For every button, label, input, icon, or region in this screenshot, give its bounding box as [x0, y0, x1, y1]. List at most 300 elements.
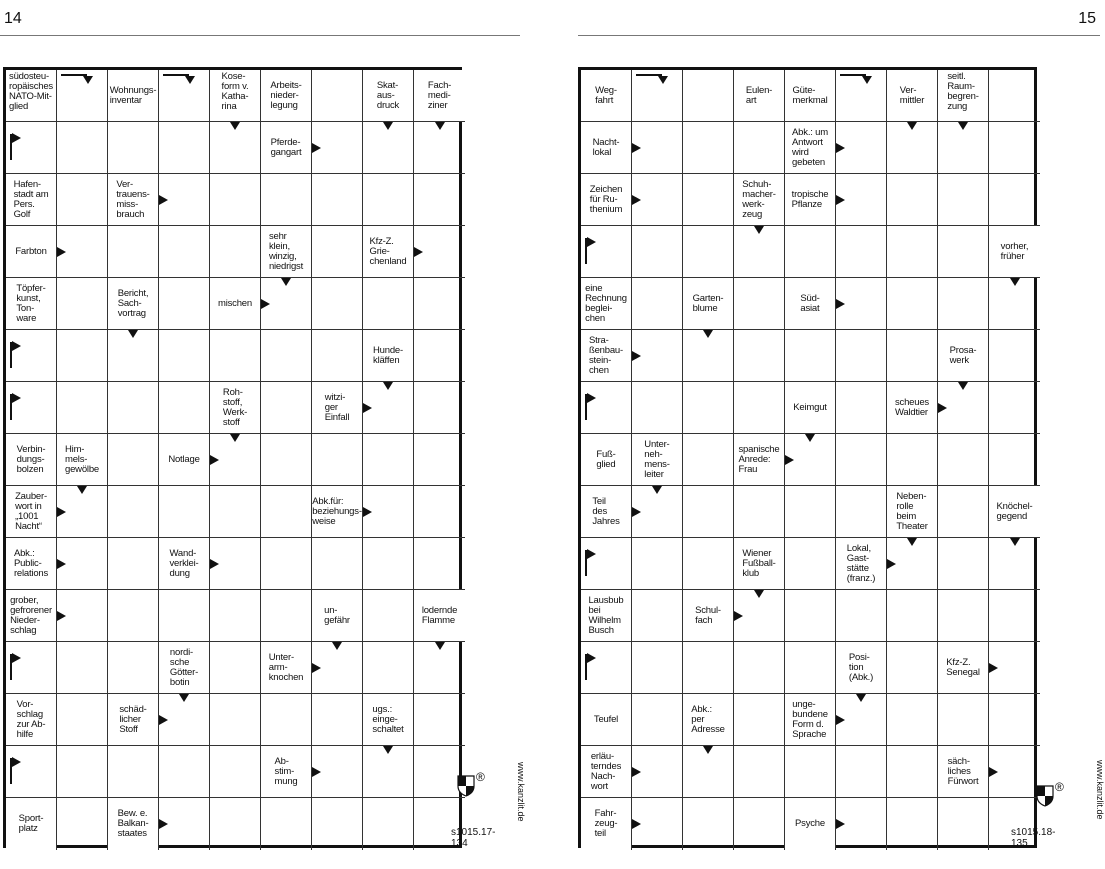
answer-cell[interactable] [581, 538, 632, 590]
arrow-down-icon [128, 330, 138, 338]
answer-cell[interactable] [414, 434, 465, 486]
answer-cell[interactable] [57, 694, 108, 746]
arrow-down-icon [907, 122, 917, 130]
arrow-right-icon [836, 195, 845, 205]
answer-cell[interactable] [989, 694, 1040, 746]
answer-cell[interactable] [210, 798, 261, 850]
answer-cell[interactable] [938, 694, 989, 746]
arrow-right-icon [57, 247, 66, 257]
clue-text: Posi- tion (Abk.) [848, 651, 874, 683]
clue-cell [159, 434, 210, 486]
answer-cell[interactable] [57, 798, 108, 850]
answer-cell[interactable] [312, 330, 363, 382]
answer-cell[interactable] [887, 330, 938, 382]
entry-arrow-icon [10, 654, 12, 680]
clue-text: Kose- form v. Katha- rina [221, 71, 249, 112]
answer-cell[interactable] [57, 746, 108, 798]
clue-cell [734, 434, 785, 486]
clue-text: Fuß- glied [596, 448, 616, 470]
clue-cell [785, 382, 836, 434]
clue-cell [6, 538, 57, 590]
answer-cell[interactable] [938, 278, 989, 330]
clue-cell [6, 694, 57, 746]
answer-cell[interactable] [159, 226, 210, 278]
answer-cell[interactable] [734, 798, 785, 850]
answer-cell[interactable] [938, 798, 989, 850]
clue-cell [734, 174, 785, 226]
arrow-right-icon [363, 403, 372, 413]
arrow-down-icon [332, 642, 342, 650]
arrow-down-icon [435, 122, 445, 130]
answer-cell[interactable] [363, 538, 414, 590]
clue-text: Psyche [795, 818, 825, 829]
entry-arrow-icon [585, 654, 587, 680]
arrow-right-icon [57, 611, 66, 621]
answer-cell[interactable] [683, 798, 734, 850]
clue-text: Hafen- stadt am Pers. Golf [13, 178, 49, 220]
clue-cell [6, 434, 57, 486]
clue-text: Roh- stoff, Werk- stoff [222, 386, 248, 428]
entry-arrow-down-icon [163, 74, 189, 76]
answer-cell[interactable] [683, 70, 734, 122]
answer-cell[interactable] [887, 642, 938, 694]
answer-cell[interactable] [785, 642, 836, 694]
answer-cell[interactable] [989, 122, 1040, 174]
answer-cell[interactable] [363, 174, 414, 226]
arrow-down-icon [805, 434, 815, 442]
answer-cell[interactable] [261, 174, 312, 226]
clue-cell [938, 746, 989, 798]
answer-cell[interactable] [836, 330, 887, 382]
answer-cell[interactable] [108, 590, 159, 642]
answer-cell[interactable] [785, 746, 836, 798]
arrow-right-icon [414, 247, 423, 257]
crossword-grid-right [581, 70, 1040, 850]
clue-cell [581, 798, 632, 850]
answer-cell[interactable] [312, 278, 363, 330]
answer-cell[interactable] [414, 382, 465, 434]
clue-text: Kfz-Z. Senegal [946, 656, 980, 678]
answer-cell[interactable] [414, 174, 465, 226]
answer-cell[interactable] [836, 70, 887, 122]
entry-arrow-icon [585, 238, 587, 264]
clue-cell [108, 70, 159, 122]
answer-cell[interactable] [785, 330, 836, 382]
clue-cell [887, 70, 938, 122]
answer-cell[interactable] [363, 798, 414, 850]
answer-cell[interactable] [159, 590, 210, 642]
answer-cell[interactable] [312, 70, 363, 122]
arrow-down-icon [230, 434, 240, 442]
answer-cell[interactable] [261, 798, 312, 850]
kanzlit-shield-logo-icon [1037, 786, 1053, 806]
clue-text: Pferde- gangart [270, 136, 302, 158]
clue-text: scheues Waldtier [895, 396, 929, 418]
clue-cell [159, 538, 210, 590]
answer-cell[interactable] [581, 226, 632, 278]
answer-cell[interactable] [683, 174, 734, 226]
clue-text: Zeichen für Ru- thenium [589, 183, 623, 215]
clue-text: Stra- ßenbau- stein- chen [589, 334, 623, 376]
answer-cell[interactable] [57, 642, 108, 694]
clue-cell [581, 434, 632, 486]
clue-text: Teil des Jahres [592, 495, 620, 527]
answer-cell[interactable] [683, 486, 734, 538]
answer-cell[interactable] [785, 226, 836, 278]
clue-text: Him- mels- gewölbe [65, 443, 99, 475]
clue-cell [836, 642, 887, 694]
clue-text: Farbton [15, 245, 47, 257]
clue-text: vorher, früher [1000, 240, 1029, 262]
arrow-right-icon [632, 351, 641, 361]
answer-cell[interactable] [785, 486, 836, 538]
answer-cell[interactable] [414, 486, 465, 538]
clue-text: Bew. e. Balkan- staates [117, 808, 149, 839]
answer-cell[interactable] [414, 694, 465, 746]
arrow-right-icon [312, 663, 321, 673]
answer-cell[interactable] [6, 382, 57, 434]
clue-text: seitl. Raum- begren- zung [947, 71, 979, 112]
clue-cell [6, 174, 57, 226]
answer-cell[interactable] [887, 694, 938, 746]
answer-cell[interactable] [938, 174, 989, 226]
answer-cell[interactable] [159, 746, 210, 798]
answer-cell[interactable] [108, 486, 159, 538]
arrow-down-icon [77, 486, 87, 494]
arrow-right-icon [261, 299, 270, 309]
answer-cell[interactable] [989, 434, 1040, 486]
clue-cell [159, 642, 210, 694]
clue-text: erläu- terndes Nach- wort [590, 750, 622, 792]
arrow-down-icon [856, 694, 866, 702]
answer-cell[interactable] [210, 746, 261, 798]
clue-text: Verbin- dungs- bolzen [16, 443, 46, 475]
answer-cell[interactable] [632, 70, 683, 122]
answer-cell[interactable] [363, 590, 414, 642]
answer-cell[interactable] [632, 694, 683, 746]
arrow-right-icon [836, 299, 845, 309]
answer-cell[interactable] [210, 694, 261, 746]
clue-cell [6, 486, 57, 538]
answer-cell[interactable] [938, 538, 989, 590]
registered-mark: ® [1055, 780, 1064, 794]
arrow-down-icon [383, 746, 393, 754]
answer-cell[interactable] [414, 538, 465, 590]
arrow-down-icon [383, 382, 393, 390]
answer-cell[interactable] [210, 174, 261, 226]
clue-text: Schul- fach [695, 604, 721, 626]
answer-cell[interactable] [159, 330, 210, 382]
clue-text: Zauber- wort in „1001 Nacht“ [15, 490, 47, 532]
answer-cell[interactable] [581, 382, 632, 434]
clue-cell [938, 642, 989, 694]
answer-cell[interactable] [887, 278, 938, 330]
answer-cell[interactable] [938, 226, 989, 278]
arrow-right-icon [989, 663, 998, 673]
answer-cell[interactable] [108, 538, 159, 590]
answer-cell[interactable] [836, 226, 887, 278]
clue-text: Keimgut [793, 401, 827, 413]
answer-cell[interactable] [57, 382, 108, 434]
answer-cell[interactable] [261, 590, 312, 642]
answer-cell[interactable] [159, 122, 210, 174]
clue-text: Neben- rolle beim Theater [896, 490, 928, 532]
answer-cell[interactable] [210, 330, 261, 382]
arrow-right-icon [785, 455, 794, 465]
clue-cell [581, 694, 632, 746]
answer-cell[interactable] [363, 642, 414, 694]
answer-cell[interactable] [683, 226, 734, 278]
clue-cell [210, 382, 261, 434]
arrow-right-icon [159, 195, 168, 205]
answer-cell[interactable] [159, 278, 210, 330]
answer-cell[interactable] [836, 486, 887, 538]
answer-cell[interactable] [938, 590, 989, 642]
answer-cell[interactable] [632, 642, 683, 694]
answer-cell[interactable] [6, 746, 57, 798]
arrow-down-icon [1010, 538, 1020, 546]
arrow-down-icon [281, 278, 291, 286]
answer-cell[interactable] [210, 486, 261, 538]
clue-text: schäd- licher Stoff [119, 703, 147, 735]
answer-cell[interactable] [108, 226, 159, 278]
answer-cell[interactable] [887, 174, 938, 226]
clue-text: Unter- arm- knochen [268, 651, 304, 683]
answer-cell[interactable] [836, 746, 887, 798]
clue-cell [261, 642, 312, 694]
clue-text: Garten- blume [692, 292, 724, 314]
answer-cell[interactable] [632, 590, 683, 642]
answer-cell[interactable] [57, 278, 108, 330]
answer-cell[interactable] [6, 122, 57, 174]
answer-cell[interactable] [785, 590, 836, 642]
clue-text: unge- bundene Form d. Sprache [792, 698, 828, 740]
answer-cell[interactable] [989, 382, 1040, 434]
arrow-right-icon [836, 715, 845, 725]
answer-cell[interactable] [989, 590, 1040, 642]
answer-cell[interactable] [632, 278, 683, 330]
clue-text: Fahr- zeug- teil [594, 808, 618, 839]
answer-cell[interactable] [312, 174, 363, 226]
answer-cell[interactable] [57, 174, 108, 226]
answer-cell[interactable] [414, 278, 465, 330]
clue-cell [414, 590, 465, 642]
answer-cell[interactable] [581, 642, 632, 694]
answer-cell[interactable] [261, 330, 312, 382]
answer-cell[interactable] [683, 434, 734, 486]
arrow-right-icon [159, 715, 168, 725]
answer-cell[interactable] [312, 226, 363, 278]
clue-cell [734, 70, 785, 122]
arrow-right-icon [632, 143, 641, 153]
answer-cell[interactable] [261, 486, 312, 538]
answer-cell[interactable] [734, 122, 785, 174]
answer-cell[interactable] [363, 434, 414, 486]
clue-cell [734, 538, 785, 590]
answer-cell[interactable] [261, 694, 312, 746]
clue-cell [581, 486, 632, 538]
clue-cell [683, 590, 734, 642]
answer-cell[interactable] [887, 590, 938, 642]
arrow-down-icon [652, 486, 662, 494]
answer-cell[interactable] [836, 382, 887, 434]
clue-text: Hunde- kläffen [373, 344, 403, 366]
answer-cell[interactable] [312, 798, 363, 850]
answer-cell[interactable] [261, 382, 312, 434]
clue-cell [414, 70, 465, 122]
arrow-right-icon [836, 819, 845, 829]
entry-arrow-down-icon [61, 74, 87, 76]
arrow-down-icon [703, 330, 713, 338]
clue-text: eine Rechnung beglei- chen [585, 282, 627, 324]
arrow-right-icon [210, 455, 219, 465]
clue-cell [6, 798, 57, 850]
clue-cell [6, 278, 57, 330]
answer-cell[interactable] [734, 278, 785, 330]
answer-cell[interactable] [108, 434, 159, 486]
answer-cell[interactable] [836, 590, 887, 642]
clue-cell [785, 174, 836, 226]
entry-arrow-down-icon [840, 74, 866, 76]
clue-text: Prosa- werk [949, 344, 977, 366]
answer-cell[interactable] [312, 434, 363, 486]
clue-text: grober, gefrorener Nieder- schlag [10, 594, 52, 636]
answer-cell[interactable] [938, 434, 989, 486]
answer-cell[interactable] [632, 382, 683, 434]
entry-arrow-icon [10, 394, 12, 420]
clue-text: Unter- neh- mens- leiter [644, 438, 670, 480]
clue-cell [581, 590, 632, 642]
answer-cell[interactable] [159, 486, 210, 538]
clue-cell [785, 278, 836, 330]
clue-cell [581, 174, 632, 226]
clue-cell [683, 278, 734, 330]
answer-cell[interactable] [363, 278, 414, 330]
clue-text: Güte- merkmal [792, 84, 828, 106]
arrow-down-icon [958, 382, 968, 390]
answer-cell[interactable] [887, 226, 938, 278]
answer-cell[interactable] [887, 746, 938, 798]
answer-cell[interactable] [57, 122, 108, 174]
answer-cell[interactable] [159, 70, 210, 122]
answer-cell[interactable] [108, 746, 159, 798]
answer-cell[interactable] [159, 382, 210, 434]
answer-cell[interactable] [683, 382, 734, 434]
answer-cell[interactable] [887, 434, 938, 486]
clue-text: mischen [218, 297, 252, 309]
clue-text: tropische Pflanze [791, 188, 829, 210]
clue-cell [6, 590, 57, 642]
clue-text: Süd- asiat [800, 292, 820, 314]
clue-cell [581, 330, 632, 382]
answer-cell[interactable] [989, 330, 1040, 382]
clue-cell [108, 694, 159, 746]
answer-cell[interactable] [414, 330, 465, 382]
clue-cell [887, 486, 938, 538]
answer-cell[interactable] [887, 798, 938, 850]
answer-cell[interactable] [734, 330, 785, 382]
answer-cell[interactable] [312, 538, 363, 590]
clue-text: Ver- mittler [899, 84, 925, 106]
answer-cell[interactable] [989, 70, 1040, 122]
clue-text: witzi- ger Einfall [324, 391, 350, 423]
answer-cell[interactable] [734, 694, 785, 746]
entry-arrow-icon [10, 758, 12, 784]
answer-cell[interactable] [734, 382, 785, 434]
answer-cell[interactable] [938, 486, 989, 538]
arrow-right-icon [632, 819, 641, 829]
clue-cell [6, 70, 57, 122]
clue-text: Eulen- art [745, 84, 773, 106]
registered-mark: ® [476, 770, 485, 784]
answer-cell[interactable] [261, 434, 312, 486]
answer-cell[interactable] [683, 122, 734, 174]
answer-cell[interactable] [210, 590, 261, 642]
arrow-down-icon [1010, 278, 1020, 286]
clue-cell [581, 70, 632, 122]
clue-text: Lausbub bei Wilhelm Busch [588, 594, 624, 636]
clue-cell [683, 694, 734, 746]
answer-cell[interactable] [312, 694, 363, 746]
publisher-site: www.kanzlit.de [516, 762, 526, 822]
arrow-down-icon [383, 122, 393, 130]
answer-cell[interactable] [261, 538, 312, 590]
clue-cell [938, 330, 989, 382]
clue-cell [210, 70, 261, 122]
answer-cell[interactable] [108, 642, 159, 694]
answer-cell[interactable] [632, 226, 683, 278]
clue-text: säch- liches Fürwort [947, 755, 979, 787]
clue-text: Nacht- lokal [592, 136, 620, 158]
answer-cell[interactable] [57, 330, 108, 382]
clue-cell [261, 746, 312, 798]
arrow-right-icon [632, 767, 641, 777]
clue-text: Arbeits- nieder- legung [270, 79, 302, 111]
arrow-down-icon [754, 590, 764, 598]
answer-cell[interactable] [683, 642, 734, 694]
answer-cell[interactable] [6, 642, 57, 694]
arrow-down-icon [958, 122, 968, 130]
answer-cell[interactable] [836, 434, 887, 486]
answer-cell[interactable] [989, 174, 1040, 226]
answer-cell[interactable] [108, 122, 159, 174]
answer-cell[interactable] [57, 70, 108, 122]
answer-cell[interactable] [734, 486, 785, 538]
clue-cell [261, 70, 312, 122]
answer-cell[interactable] [734, 746, 785, 798]
clue-cell [210, 278, 261, 330]
answer-cell[interactable] [734, 642, 785, 694]
answer-cell[interactable] [6, 330, 57, 382]
clue-cell [261, 122, 312, 174]
answer-cell[interactable] [210, 642, 261, 694]
clue-cell [887, 382, 938, 434]
clue-cell [785, 798, 836, 850]
arrow-right-icon [938, 403, 947, 413]
clue-text: Abk.: per Adresse [691, 703, 725, 735]
clue-text: ugs.: einge- schaltet [372, 703, 404, 735]
answer-cell[interactable] [683, 538, 734, 590]
answer-cell[interactable] [108, 382, 159, 434]
clue-cell [108, 174, 159, 226]
clue-text: Knöchel- gegend [996, 500, 1033, 522]
answer-cell[interactable] [785, 538, 836, 590]
clue-text: sehr klein, winzig, niedrigst [268, 230, 304, 272]
answer-cell[interactable] [210, 226, 261, 278]
answer-cell[interactable] [632, 538, 683, 590]
clue-cell [785, 694, 836, 746]
clue-text: Abk.für: beziehungs- weise [312, 495, 362, 527]
